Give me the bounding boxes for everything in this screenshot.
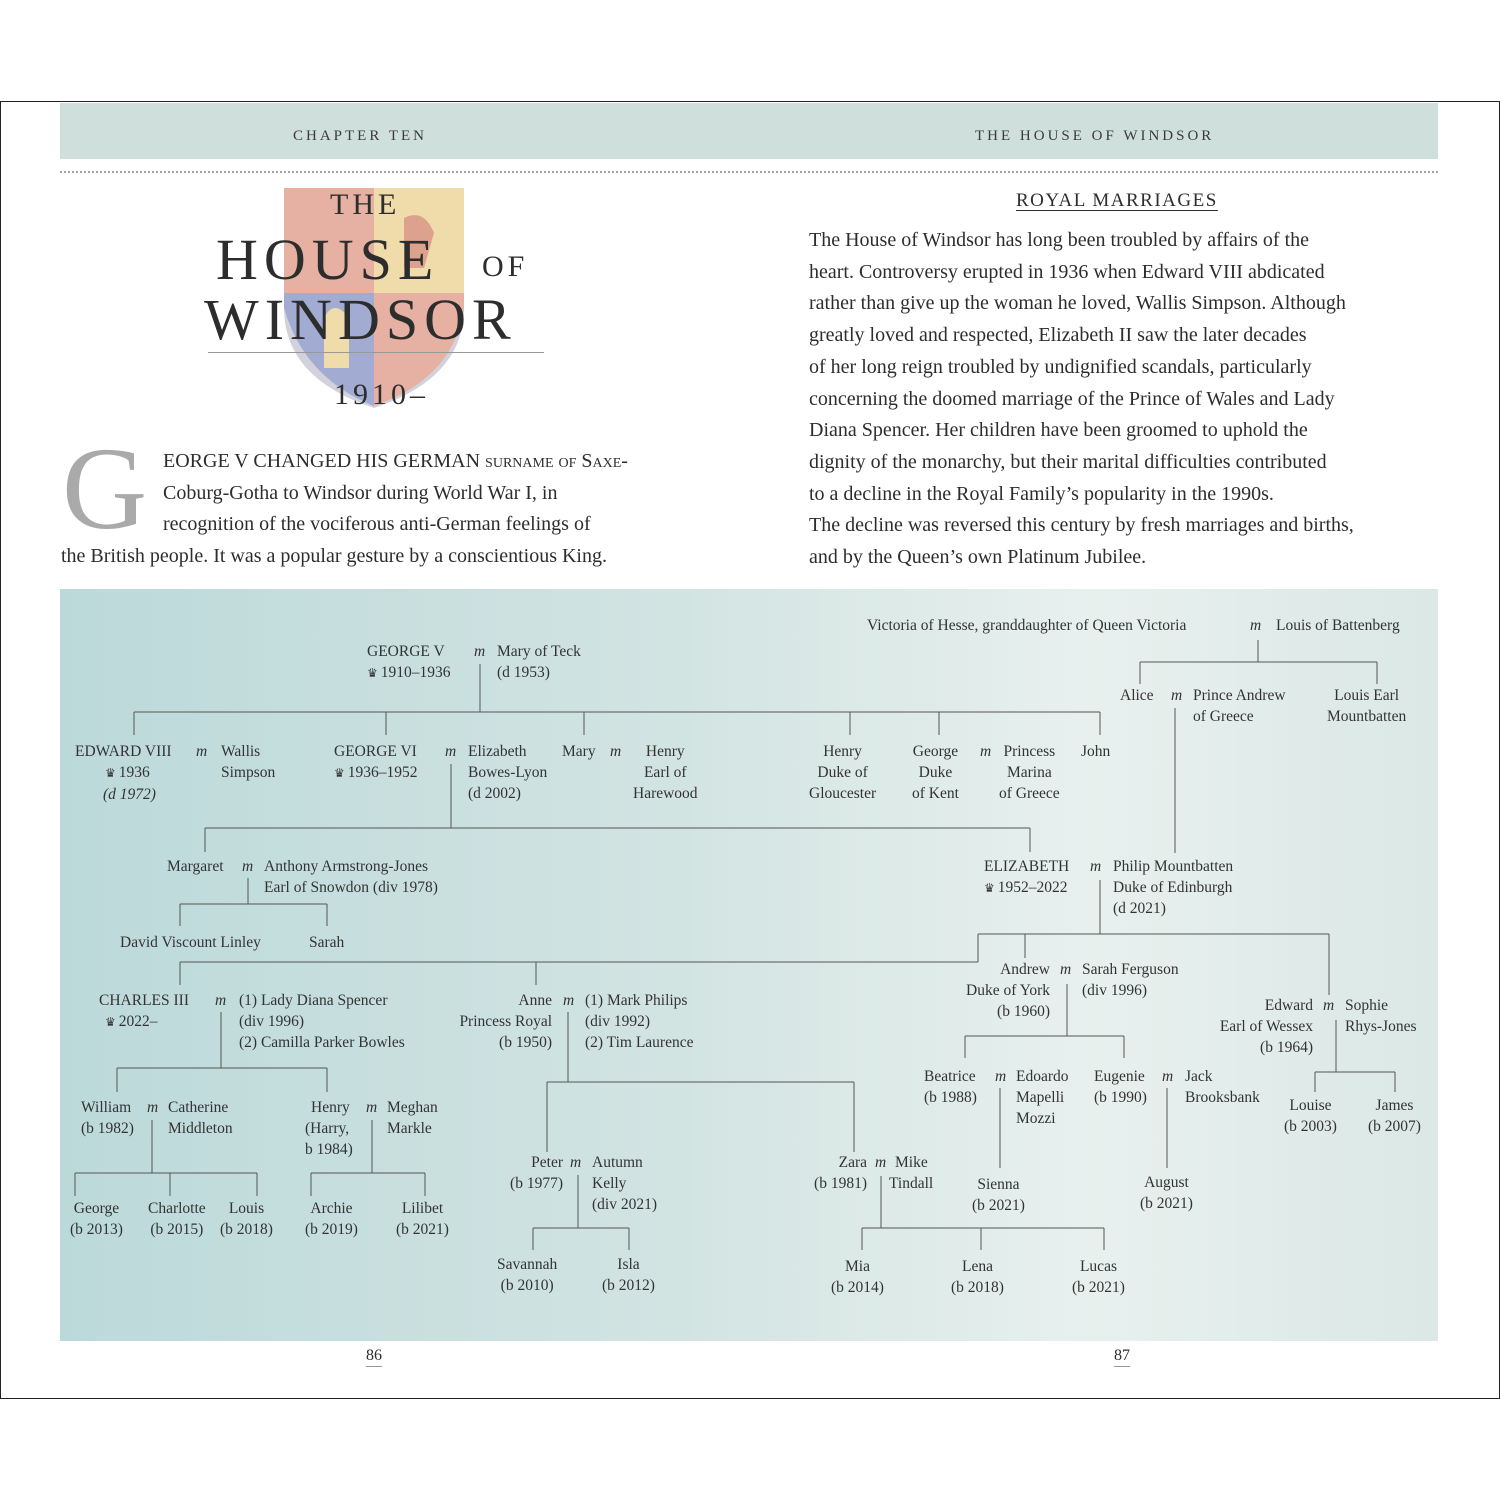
person-victoria-of-hesse: Victoria of Hesse, granddaughter of Queen Victoria [867,617,1187,634]
name: EDWARD VIII [75,743,172,760]
marriage-mark: m [570,1154,582,1171]
name: August [1144,1174,1189,1191]
marriage-mark: m [995,1068,1007,1085]
name-line2: Simpson [221,764,276,781]
dates: (d 1972) [103,786,156,803]
name: Wallis [221,743,261,760]
marriage-mark: m [1250,617,1262,634]
person-anne-spouses [585,990,693,1053]
marriage-mark: m [1162,1068,1174,1085]
drop-cap: G [62,423,148,554]
person-edoardo [1016,1066,1069,1129]
reign [984,877,1069,899]
dates: (b 2014) [831,1279,884,1296]
person-george [70,1198,123,1240]
name: Charlotte [148,1200,206,1217]
person-george-kent [912,741,959,804]
title-line2: of Kent [912,785,959,802]
reign [99,1011,189,1033]
name: GEORGE VI [334,743,417,760]
name: Louise [1289,1097,1332,1114]
person-mary-of-teck [497,641,581,683]
reign-years: 1936 [118,764,150,781]
person-elizabeth-bowes-lyon [468,741,547,804]
text-line: heart. Controversy erupted in 1936 when Edward VIII abdicated [809,260,1325,283]
name: Zara [838,1154,867,1171]
text-line: and by the Queen’s own Platinum Jubilee. [809,546,1147,569]
text-line: Diana Spencer. Her children have been groomed to uphold the [809,419,1308,442]
text-line: of her long reign troubled by undignified scandals, particularly [809,355,1312,378]
person-edward [1205,995,1313,1058]
name: Mike [895,1154,928,1171]
name: Beatrice [924,1068,976,1085]
dates: (b 2021) [972,1197,1025,1214]
title: Mountbatten [1327,708,1407,725]
dates: (b 2021) [1072,1279,1125,1296]
person-lena [951,1256,1004,1298]
dates: (b 1988) [924,1089,977,1106]
name: Sophie [1345,997,1389,1014]
dates: b 1984) [305,1141,353,1158]
text-line: The House of Windsor has long been troubled by affairs of the [809,229,1309,251]
dates: (b 1964) [1260,1039,1313,1056]
person-george-vi [334,741,418,784]
title-the: THE [330,188,401,221]
person-charles-iii [99,990,189,1033]
name-line2: Brooksbank [1185,1089,1260,1106]
marriage-mark: m [366,1099,378,1116]
person-prince-andrew-of-greece [1193,685,1286,727]
marriage-mark: m [196,743,208,760]
name: Edward [1264,997,1313,1014]
person-isla [602,1254,655,1296]
person-mike [889,1152,933,1194]
name: Catherine [168,1099,229,1116]
reign-years: 2022– [118,1013,158,1030]
divorce: (div 1992) [585,1013,651,1030]
crown-icon [334,764,348,781]
name: CHARLES III [99,992,189,1009]
dates: (b 1982) [81,1120,134,1137]
divorce: (div 1996) [1082,982,1148,999]
name: Sarah Ferguson [1082,961,1179,978]
person-jack [1185,1066,1260,1108]
person-elizabeth-ii [984,856,1069,899]
dates: (b 1990) [1094,1089,1147,1106]
crown-icon [105,1013,119,1030]
title: Princess Royal [459,1013,552,1030]
person-louis-of-battenberg: Louis of Battenberg [1276,617,1400,634]
name: Henry [823,743,862,760]
title: Earl of Wessex [1219,1018,1313,1035]
name: Meghan [387,1099,438,1116]
dates: (b 1950) [499,1034,552,1051]
name: Andrew [1000,961,1050,978]
name: George [912,743,959,760]
name: Anthony Armstrong-Jones [264,858,429,875]
name-line2: Rhys-Jones [1345,1018,1417,1035]
person-lilibet [396,1198,449,1240]
crown-icon [367,664,381,681]
dates: (b 2010) [500,1277,554,1294]
person-savannah [497,1254,557,1296]
title-line2: Gloucester [809,785,877,802]
name-line3: Mozzi [1016,1110,1056,1127]
crown-icon [984,879,998,896]
person-august [1140,1172,1193,1214]
person-beatrice [924,1066,977,1108]
person-wallis-simpson [221,741,275,783]
person-sarah-ferguson [1082,959,1179,1001]
name: William [81,1099,132,1116]
person-john: John [1081,743,1111,760]
person-mary: Mary [562,743,596,760]
marriage-mark: m [474,643,486,660]
person-james [1368,1095,1421,1137]
intro-line-2: Coburg-Gotha to Windsor during World War I, in [163,482,558,504]
person-zara [809,1152,867,1194]
dates: (b 2007) [1368,1118,1421,1135]
name: Jack [1185,1068,1213,1085]
dates: (d 2021) [1113,900,1166,917]
name: Mary of Teck [497,643,581,660]
name-line2: Kelly [592,1175,627,1192]
person-louis-mountbatten [1327,685,1406,727]
person-david-linley: David Viscount Linley [120,934,261,951]
person-sienna [972,1174,1025,1216]
marriage-mark: m [610,743,622,760]
person-alice: Alice [1120,687,1154,704]
text-line: greatly loved and respected, Elizabeth II saw the later decades [809,324,1307,347]
name: Peter [531,1154,563,1171]
name: GEORGE V [367,643,445,660]
reign [334,762,418,784]
dates: (b 2015) [150,1221,204,1238]
name: Louis Earl [1334,687,1400,704]
name: Savannah [497,1256,558,1273]
person-sophie [1345,995,1416,1037]
title: of Greece [1193,708,1254,725]
person-princess-marina [999,741,1060,804]
name: George [73,1200,120,1217]
spouse-1: (1) Lady Diana Spencer [239,992,388,1009]
dates: (b 1960) [997,1003,1050,1020]
dates: (b 2003) [1284,1118,1337,1135]
marriage-mark: m [147,1099,159,1116]
person-henry-harry [305,1097,353,1160]
person-henry-gloucester [809,741,876,804]
person-mia [831,1256,884,1298]
person-henry-harewood [619,741,698,804]
dates: (b 2018) [951,1279,1004,1296]
spouse-1: (1) Mark Philips [585,992,688,1009]
person-andrew [948,959,1050,1022]
person-louise [1284,1095,1337,1137]
title-of: OF [482,250,529,283]
name-line2: Middleton [168,1120,233,1137]
name: Lilibet [401,1200,444,1217]
name: Eugenie [1094,1068,1145,1085]
reign-years: 1952–2022 [997,879,1068,896]
person-peter [505,1152,563,1194]
name: Lucas [1079,1258,1117,1275]
running-head-left: CHAPTER TEN [293,128,427,144]
person-george-v [367,641,451,684]
marriage-mark: m [1060,961,1072,978]
marriage-mark: m [563,992,575,1009]
person-catherine [168,1097,233,1139]
dates: (b 2021) [396,1221,449,1238]
page-number-left: 86 [366,1347,382,1367]
marriage-mark: m [1323,997,1335,1014]
title: Duke of Edinburgh [1113,879,1233,896]
person-anne [448,990,552,1053]
dates: (b 2018) [220,1221,273,1238]
spouse-2: (2) Camilla Parker Bowles [239,1034,405,1051]
text-line: The decline was reversed this century by fresh marriages and births, [809,514,1354,537]
intro-line-4: the British people. It was a popular gesture by a conscientious King. [61,545,607,567]
person-philip [1113,856,1233,919]
name: Isla [617,1256,640,1273]
marriage-mark: m [1090,858,1102,875]
divorce: (div 1996) [239,1013,305,1030]
name: Lena [961,1258,993,1275]
marriage-mark: m [875,1154,887,1171]
intro-line-1: EORGE V CHANGED HIS GERMAN surname of Saxe- [163,450,628,472]
title-line2: Harewood [633,785,698,802]
marriage-mark: m [1171,687,1183,704]
name: Elizabeth [468,743,527,760]
title-years: 1910– [334,378,429,411]
dates: (b 2019) [305,1221,358,1238]
reign-years: 1936–1952 [347,764,418,781]
name-line2: Marina [1006,764,1052,781]
title: Duke of York [966,982,1050,999]
dates: (b 1977) [510,1175,563,1192]
person-louis [220,1198,273,1240]
dates: (d 2002) [468,785,521,802]
dates: (b 2012) [602,1277,655,1294]
intro-line-3: recognition of the vociferous anti-German feelings of [163,513,591,535]
divorce: (div 2021) [592,1196,658,1213]
dates: (b 2021) [1140,1195,1193,1212]
name: Henry [645,743,685,760]
name-line2: Bowes-Lyon [468,764,548,781]
name: Anne [518,992,552,1009]
name-line2: Markle [387,1120,432,1137]
title: of Greece [999,785,1060,802]
name: Louis [228,1200,265,1217]
name: Philip Mountbatten [1113,858,1234,875]
person-autumn [592,1152,657,1215]
text-line: to a decline in the Royal Family’s popularity in the 1990s. [809,482,1274,505]
dates: (b 2013) [70,1221,123,1238]
name: Princess [1003,743,1056,760]
dates: (d 1953) [497,664,550,681]
name: Edoardo [1016,1068,1069,1085]
section-title: ROYAL MARRIAGES [1016,190,1218,211]
text-line: concerning the doomed marriage of the Prince of Wales and Lady [809,387,1335,410]
text-line: rather than give up the woman he loved, Wallis Simpson. Although [809,292,1346,315]
name: ELIZABETH [984,858,1070,875]
reign [75,762,172,784]
name-line2: Mapelli [1016,1089,1065,1106]
person-lucas [1072,1256,1125,1298]
text-line: dignity of the monarchy, but their marital difficulties contributed [809,450,1327,473]
page-number-right: 87 [1114,1347,1130,1367]
reign [367,662,451,684]
title: Earl of [643,764,687,781]
spouse-2: (2) Tim Laurence [585,1034,694,1051]
person-margaret: Margaret [167,858,224,875]
marriage-mark: m [242,858,254,875]
person-charles-spouses [239,990,405,1053]
name: Sienna [977,1176,1020,1193]
person-sarah: Sarah [309,934,345,951]
name-line2: Tindall [889,1175,934,1192]
marriage-mark: m [215,992,227,1009]
dates: (b 1981) [814,1175,867,1192]
person-meghan [387,1097,438,1139]
reign-years: 1910–1936 [380,664,451,681]
title-house: HOUSE [216,227,440,292]
name: James [1375,1097,1414,1114]
running-head-right: THE HOUSE OF WINDSOR [975,128,1215,144]
name: Archie [310,1200,353,1217]
name: Autumn [592,1154,643,1171]
crown-icon [105,764,119,781]
marriage-mark: m [980,743,992,760]
person-eugenie [1094,1066,1147,1108]
person-william [81,1097,134,1139]
name: Prince Andrew [1193,687,1286,704]
name: Henry [311,1099,350,1116]
person-charlotte [148,1198,206,1240]
title: Duke of [817,764,868,781]
title: Duke [918,764,953,781]
title: Earl of Snowdon (div 1978) [264,879,438,896]
marriage-mark: m [445,743,457,760]
title-windsor: WINDSOR [204,287,517,352]
nickname: (Harry, [305,1120,350,1137]
person-archie [305,1198,358,1240]
person-armstrong-jones [264,856,438,898]
person-edward-viii [75,741,172,805]
name: Mia [844,1258,870,1275]
